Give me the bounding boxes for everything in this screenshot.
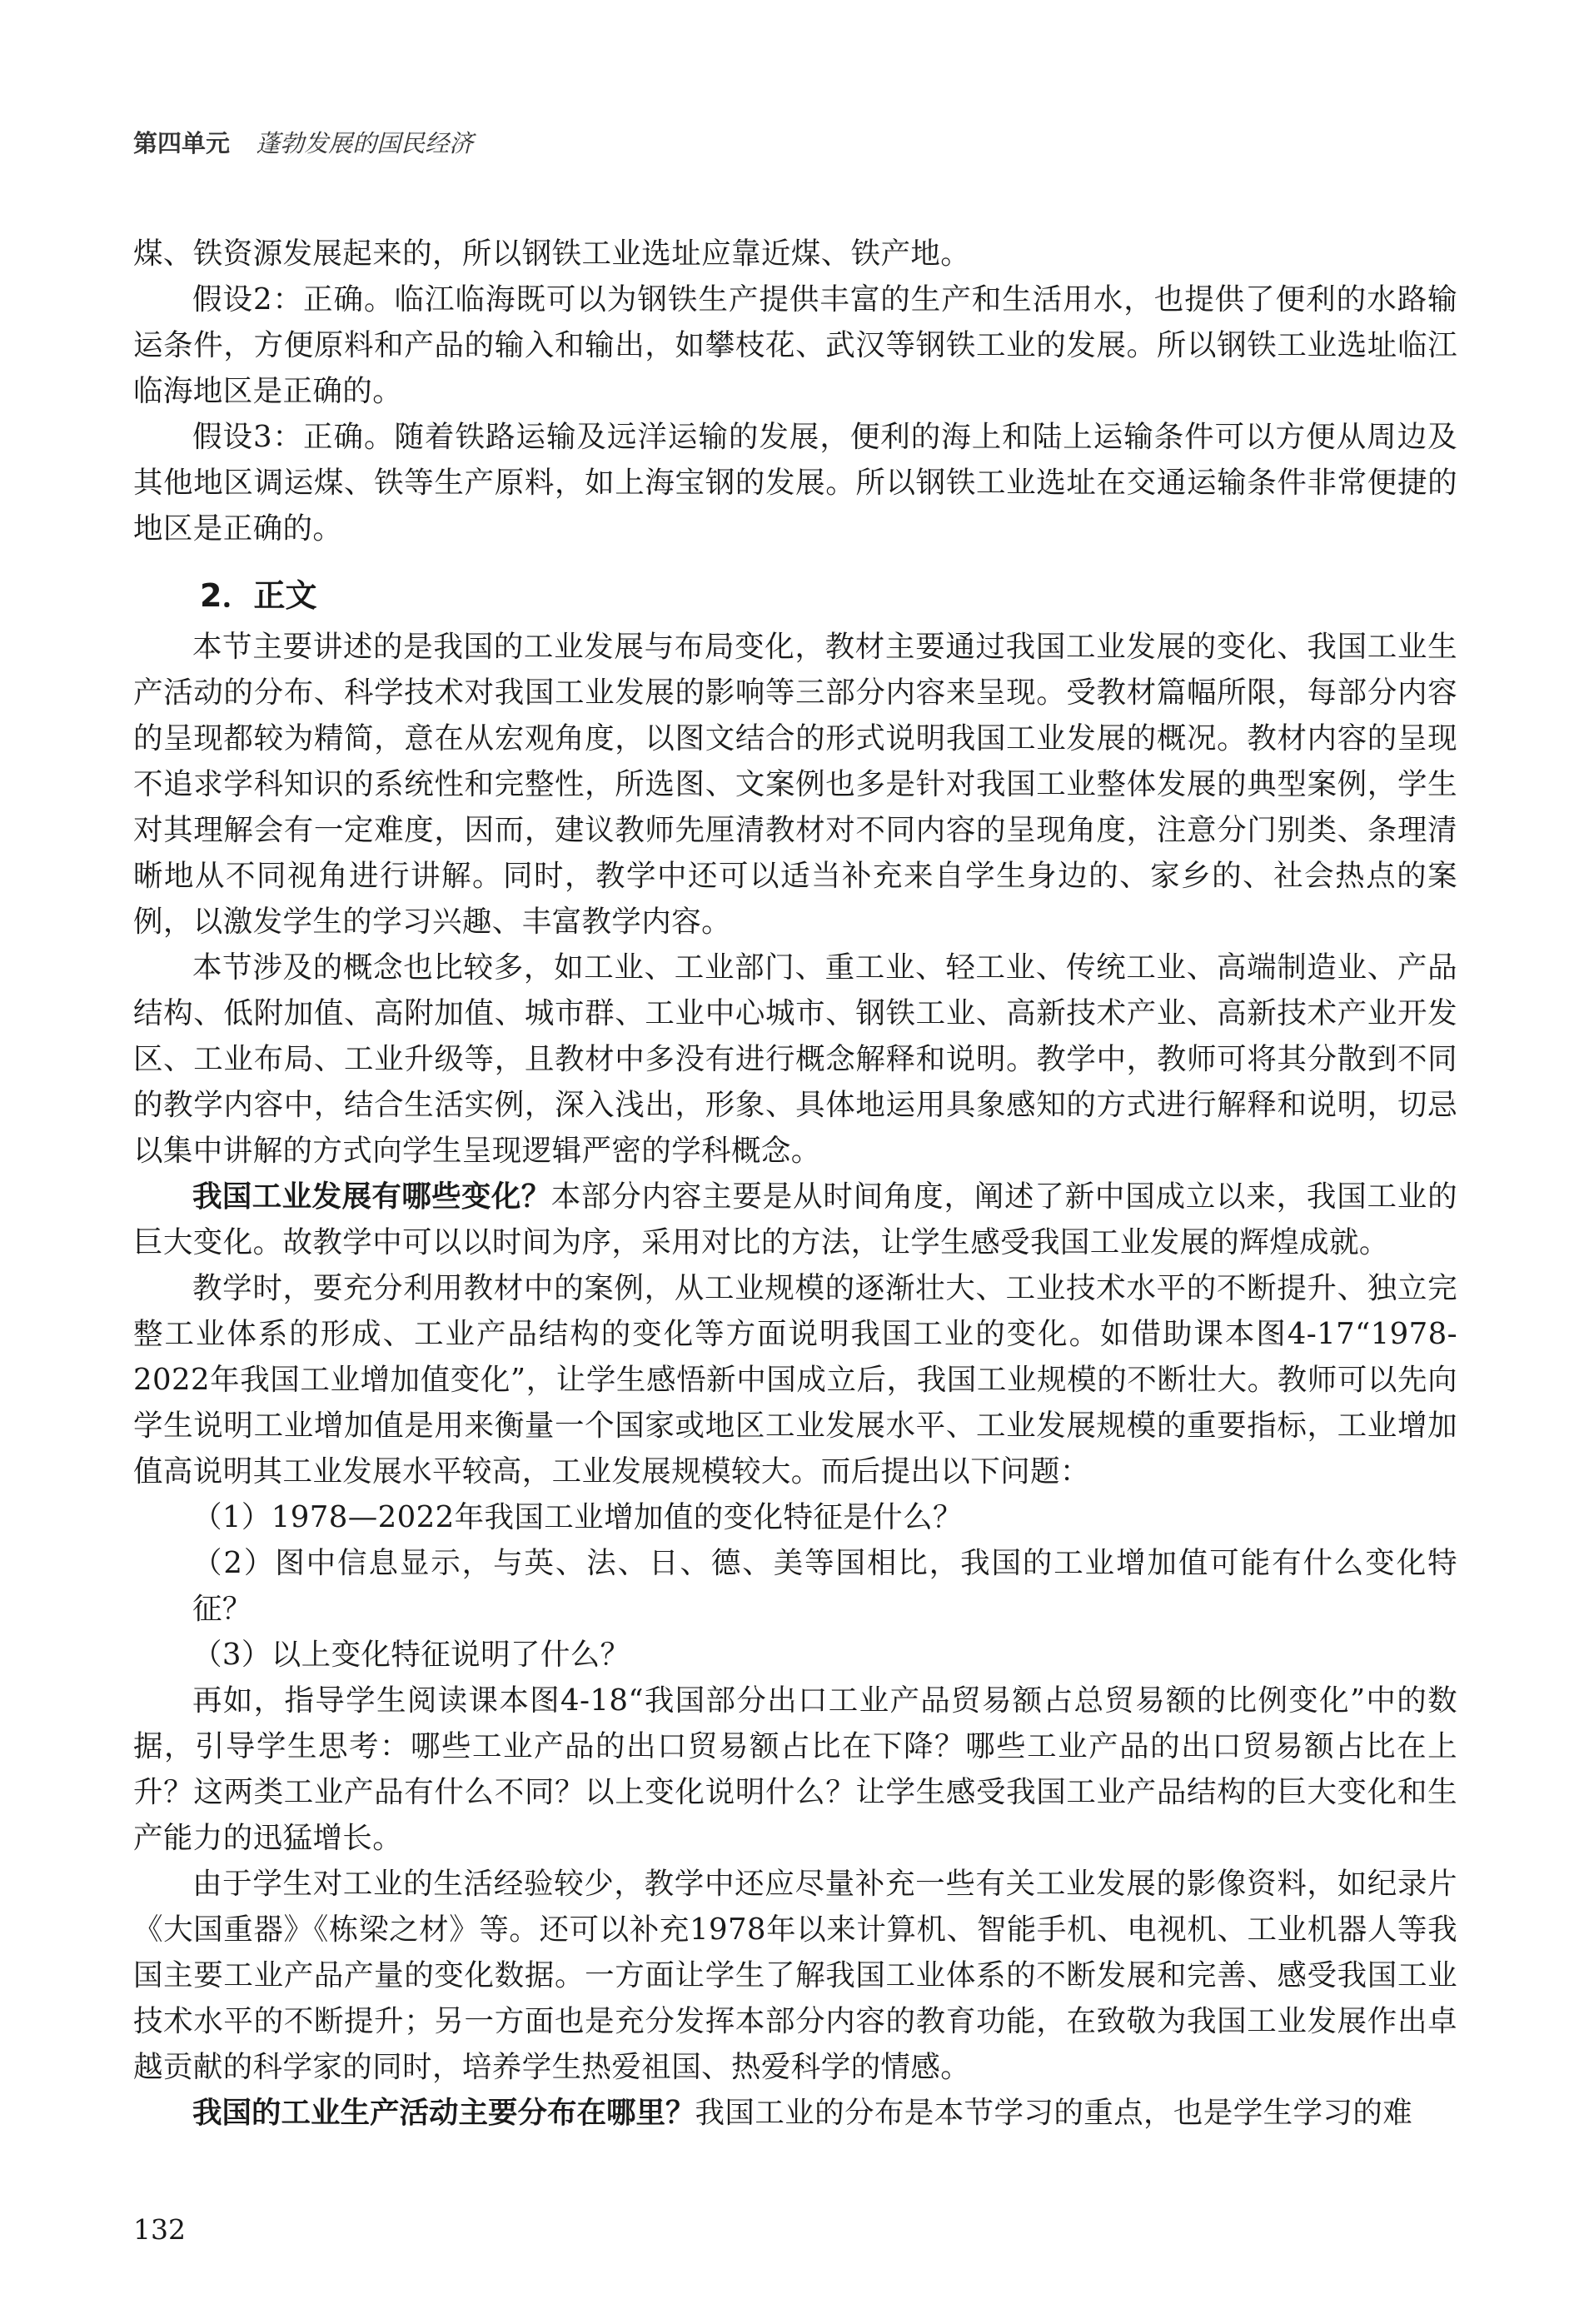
question-3: （3）以上变化特征说明了什么？ xyxy=(192,1638,630,1672)
paragraph-industrial-change xyxy=(133,1174,1457,1265)
question-2: （2）图中信息显示，与英、法、日、德、美等国相比，我国的工业增加值可能有什么变化特征？ xyxy=(192,1546,1457,1626)
paragraph-concepts: 本节涉及的概念也比较多，如工业、工业部门、重工业、轻工业、传统工业、高端制造业、产品结构、低附加值、高附加值、城市群、工业中心城市、钢铁工业、高新技术产业、高新技术产业开发区、工业布局、工业升级等，且教材中多没有进行概念解释和说明。教学中，教师可将其分散到不同的教学内容中，结合生活实例，深入浅出，形象、具体地运用具象感知的方式进行解释和说明，切忌以集中讲解的方式向学生呈现逻辑严密的学科概念。 xyxy=(133,950,1457,1168)
unit-subtitle: 蓬勃发展的国民经济 xyxy=(256,129,474,157)
paragraph-hypothesis-2: 假设2：正确。临江临海既可以为钢铁生产提供丰富的生产和生活用水，也提供了便利的水路输运条件，方便原料和产品的输入和输出，如攀枝花、武汉等钢铁工业的发展。所以钢铁工业选址临江临海地区是正确的。 xyxy=(133,282,1457,408)
topic-lead-industrial-change: 我国工业发展有哪些变化？ xyxy=(192,1179,551,1214)
page-number: 132 xyxy=(133,2213,186,2246)
topic-lead-distribution: 我国的工业生产活动主要分布在哪里？ xyxy=(192,2096,695,2130)
unit-label: 第四单元 xyxy=(133,129,231,157)
paragraph-text: 本部分内容主要是从时间角度，阐述了新中国成立以来，我国工业的巨大变化。故教学中可以以时间为序，采用对比的方法，让学生感受我国工业发展的辉煌成就。 xyxy=(133,1179,1457,1259)
paragraph-text: 我国工业的分布是本节学习的重点，也是学生学习的难 xyxy=(695,2096,1413,2130)
paragraph-export-example: 再如，指导学生阅读课本图4-18“我国部分出口工业产品贸易额占总贸易额的比例变化”中的数据，引导学生思考：哪些工业产品的出口贸易额占比在下降？哪些工业产品的出口贸易额占比在上升？这两类工业产品有什么不同？以上变化说明什么？让学生感受我国工业产品结构的巨大变化和生产能力的迅猛增长。 xyxy=(133,1683,1457,1855)
paragraph-supplement: 由于学生对工业的生活经验较少，教学中还应尽量补充一些有关工业发展的影像资料，如纪录片《大国重器》《栋梁之材》等。还可以补充1978年以来计算机、智能手机、电视机、工业机器人等我国主要工业产品产量的变化数据。一方面让学生了解我国工业体系的不断发展和完善、感受我国工业技术水平的不断提升；另一方面也是充分发挥本部分内容的教育功能，在致敬为我国工业发展作出卓越贡献的科学家的同时，培养学生热爱祖国、热爱科学的情感。 xyxy=(133,1867,1457,2084)
paragraph-overview: 本节主要讲述的是我国的工业发展与布局变化，教材主要通过我国工业发展的变化、我国工业生产活动的分布、科学技术对我国工业发展的影响等三部分内容来呈现。受教材篇幅所限，每部分内容的呈现都较为精简，意在从宏观角度，以图文结合的形式说明我国工业发展的概况。教材内容的呈现不追求学科知识的系统性和完整性，所选图、文案例也多是针对我国工业整体发展的典型案例，学生对其理解会有一定难度，因而，建议教师先厘清教材对不同内容的呈现角度，注意分门别类、条理清晰地从不同视角进行讲解。同时，教学中还可以适当补充来自学生身边的、家乡的、社会热点的案例，以激发学生的学习兴趣、丰富教学内容。 xyxy=(133,630,1457,939)
section-title: 2．正文 xyxy=(200,577,317,614)
paragraph-distribution xyxy=(133,2090,1457,2136)
body-text xyxy=(133,231,1457,2136)
question-1: （1）1978—2022年我国工业增加值的变化特征是什么？ xyxy=(192,1500,963,1534)
running-header xyxy=(133,125,473,159)
paragraph-teaching-method: 教学时，要充分利用教材中的案例，从工业规模的逐渐壮大、工业技术水平的不断提升、独立完整工业体系的形成、工业产品结构的变化等方面说明我国工业的变化。如借助课本图4-17“1978-2022年我国工业增加值变化”，让学生感悟新中国成立后，我国工业规模的不断壮大。教师可以先向学生说明工业增加值是用来衡量一个国家或地区工业发展水平、工业发展规模的重要指标，工业增加值高说明其工业发展水平较高，工业发展规模较大。而后提出以下问题： xyxy=(133,1271,1457,1489)
paragraph-hypothesis-3: 假设3：正确。随着铁路运输及远洋运输的发展，便利的海上和陆上运输条件可以方便从周边及其他地区调运煤、铁等生产原料，如上海宝钢的发展。所以钢铁工业选址在交通运输条件非常便捷的地区是正确的。 xyxy=(133,420,1457,546)
paragraph-continuation: 煤、铁资源发展起来的，所以钢铁工业选址应靠近煤、铁产地。 xyxy=(133,237,971,271)
